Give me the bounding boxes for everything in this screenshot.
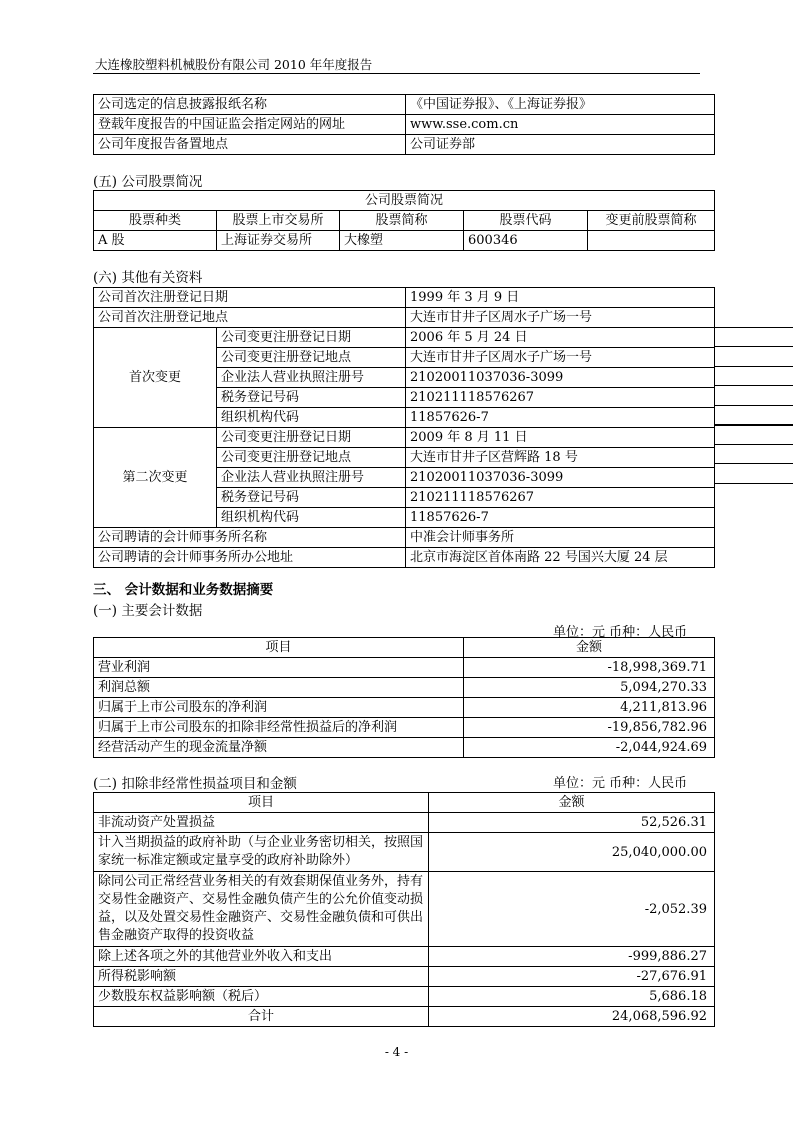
table-row xyxy=(94,987,715,1007)
table-cell: 210211118576267 xyxy=(406,388,715,408)
table-cell: 大连市甘井子区营辉路 18 号 xyxy=(406,448,715,468)
table-row xyxy=(94,718,715,738)
table-rule-extension xyxy=(714,385,793,386)
table-cell: -999,886.27 xyxy=(429,947,715,967)
table-cell: A 股 xyxy=(94,231,217,251)
table-cell: 计入当期损益的政府补助（与企业业务密切相关，按照国家统一标准定额或定量享受的政府补助除外） xyxy=(94,833,429,872)
table-cell: 210211118576267 xyxy=(406,488,715,508)
table-rule-extension xyxy=(714,424,793,426)
table-cell: 除同公司正常经营业务相关的有效套期保值业务外，持有交易性金融资产、交易性金融负债产生的公允价值变动损益，以及处置交易性金融资产、交易性金融负债和可供出售金融资产取得的投资收益 xyxy=(94,872,429,947)
table-cell: -2,044,924.69 xyxy=(464,738,715,758)
table-cell: 大橡塑 xyxy=(340,231,464,251)
table-cell: 所得税影响额 xyxy=(94,967,429,987)
table-cell: -18,998,369.71 xyxy=(464,658,715,678)
column-header: 金额 xyxy=(464,638,715,658)
main-data-unit: 单位：元 币种：人民币 xyxy=(553,625,688,640)
table-cell: 1999 年 3 月 9 日 xyxy=(406,288,715,308)
disclosure-info-table xyxy=(93,94,715,155)
table-cell: 少数股东权益影响额（税后） xyxy=(94,987,429,1007)
table-cell: 公司首次注册登记日期 xyxy=(94,288,406,308)
table-rule-extension xyxy=(714,405,793,406)
table-cell: 5,094,270.33 xyxy=(464,678,715,698)
table-row xyxy=(94,528,715,548)
stock-table xyxy=(93,190,715,251)
table-cell: 21020011037036-3099 xyxy=(406,368,715,388)
table-row xyxy=(94,308,715,328)
table-row xyxy=(94,548,715,568)
table-cell: 经营活动产生的现金流量净额 xyxy=(94,738,464,758)
table-cell: 非流动资产处置损益 xyxy=(94,813,429,833)
table-cell: 11857626-7 xyxy=(406,508,715,528)
table-cell: 登载年度报告的中国证监会指定网站的网址 xyxy=(94,115,406,135)
table-row xyxy=(94,115,715,135)
table-row xyxy=(94,135,715,155)
table-header-row xyxy=(94,211,715,231)
table-rule-extension xyxy=(714,366,793,367)
table-cell: 52,526.31 xyxy=(429,813,715,833)
column-header: 项目 xyxy=(94,793,429,813)
column-header: 股票代码 xyxy=(464,211,588,231)
table-cell: 25,040,000.00 xyxy=(429,833,715,872)
table-cell: 公司年度报告备置地点 xyxy=(94,135,406,155)
section-3-title: 三、 会计数据和业务数据摘要 xyxy=(93,582,274,598)
table-cell: 2009 年 8 月 11 日 xyxy=(406,428,715,448)
table-row xyxy=(94,428,715,448)
table-row xyxy=(94,947,715,967)
table-cell: 《中国证券报》、《上海证券报》 xyxy=(406,95,715,115)
table-cell: 公司证券部 xyxy=(406,135,715,155)
table-cell: 大连市甘井子区周水子广场一号 xyxy=(406,308,715,328)
table-cell: 企业法人营业执照注册号 xyxy=(217,468,406,488)
column-header: 股票上市交易所 xyxy=(217,211,340,231)
table-rule-extension xyxy=(714,346,793,347)
table-cell: 公司变更注册登记地点 xyxy=(217,448,406,468)
other-info-table xyxy=(93,287,715,568)
table-cell: www.sse.com.cn xyxy=(406,115,715,135)
table-cell: 600346 xyxy=(464,231,588,251)
table-cell: 21020011037036-3099 xyxy=(406,468,715,488)
table-cell: 企业法人营业执照注册号 xyxy=(217,368,406,388)
main-accounting-data-table xyxy=(93,637,715,758)
table-cell: 除上述各项之外的其他营业外收入和支出 xyxy=(94,947,429,967)
table-row xyxy=(94,678,715,698)
table-cell: 公司聘请的会计师事务所名称 xyxy=(94,528,406,548)
non-recurring-unit: 单位：元 币种：人民币 xyxy=(553,776,688,791)
column-header: 变更前股票简称 xyxy=(588,211,715,231)
table-rule-extension xyxy=(714,327,793,328)
table-cell: 2006 年 5 月 24 日 xyxy=(406,328,715,348)
table-cell xyxy=(588,231,715,251)
table-cell: -27,676.91 xyxy=(429,967,715,987)
table-row xyxy=(94,967,715,987)
table-row xyxy=(94,872,715,947)
page-number: - 4 - xyxy=(384,1045,409,1059)
stock-table-title: 公司股票简况 xyxy=(94,191,715,211)
table-header-row xyxy=(94,793,715,813)
table-cell: 公司首次注册登记地点 xyxy=(94,308,406,328)
column-header: 股票简称 xyxy=(340,211,464,231)
report-header: 大连橡胶塑料机械股份有限公司 2010 年年度报告 xyxy=(95,57,373,72)
table-cell: 组织机构代码 xyxy=(217,508,406,528)
table-cell: 北京市海淀区首体南路 22 号国兴大厦 24 层 xyxy=(406,548,715,568)
table-cell: 营业利润 xyxy=(94,658,464,678)
table-cell: -19,856,782.96 xyxy=(464,718,715,738)
table-row xyxy=(94,191,715,211)
table-cell: 税务登记号码 xyxy=(217,488,406,508)
table-rule-extension xyxy=(714,483,793,484)
table-cell: 公司变更注册登记日期 xyxy=(217,428,406,448)
table-row xyxy=(94,738,715,758)
table-cell: 公司变更注册登记地点 xyxy=(217,348,406,368)
non-recurring-items-table xyxy=(93,792,715,1027)
table-row xyxy=(94,698,715,718)
table-rule-extension xyxy=(714,444,793,445)
table-cell: 税务登记号码 xyxy=(217,388,406,408)
table-row xyxy=(94,328,715,348)
table-row xyxy=(94,833,715,872)
table-cell: 归属于上市公司股东的扣除非经常性损益后的净利润 xyxy=(94,718,464,738)
table-header-row xyxy=(94,638,715,658)
change-group-label: 首次变更 xyxy=(94,328,217,428)
table-row xyxy=(94,95,715,115)
table-row xyxy=(94,231,715,251)
table-total-row xyxy=(94,1007,715,1027)
total-value: 24,068,596.92 xyxy=(429,1007,715,1027)
table-cell: 公司变更注册登记日期 xyxy=(217,328,406,348)
table-rule-extension xyxy=(714,463,793,464)
table-row xyxy=(94,658,715,678)
table-cell: 归属于上市公司股东的净利润 xyxy=(94,698,464,718)
non-recurring-subtitle: (二) 扣除非经常性损益项目和金额 xyxy=(93,776,297,792)
table-cell: 11857626-7 xyxy=(406,408,715,428)
main-data-subtitle: (一) 主要会计数据 xyxy=(93,603,203,619)
change-group-label: 第二次变更 xyxy=(94,428,217,528)
table-cell: 5,686.18 xyxy=(429,987,715,1007)
header-rule xyxy=(93,73,700,74)
table-cell: 4,211,813.96 xyxy=(464,698,715,718)
column-header: 股票种类 xyxy=(94,211,217,231)
table-cell: 组织机构代码 xyxy=(217,408,406,428)
table-cell: 利润总额 xyxy=(94,678,464,698)
other-section-title: (六) 其他有关资料 xyxy=(93,270,203,286)
table-cell: 中准会计师事务所 xyxy=(406,528,715,548)
table-row xyxy=(94,813,715,833)
column-header: 金额 xyxy=(429,793,715,813)
stock-section-title: (五) 公司股票简况 xyxy=(93,174,203,190)
table-cell: 上海证券交易所 xyxy=(217,231,340,251)
table-cell: -2,052.39 xyxy=(429,872,715,947)
total-label: 合计 xyxy=(94,1007,429,1027)
table-cell: 公司聘请的会计师事务所办公地址 xyxy=(94,548,406,568)
table-row xyxy=(94,288,715,308)
table-cell: 公司选定的信息披露报纸名称 xyxy=(94,95,406,115)
column-header: 项目 xyxy=(94,638,464,658)
table-cell: 大连市甘井子区周水子广场一号 xyxy=(406,348,715,368)
